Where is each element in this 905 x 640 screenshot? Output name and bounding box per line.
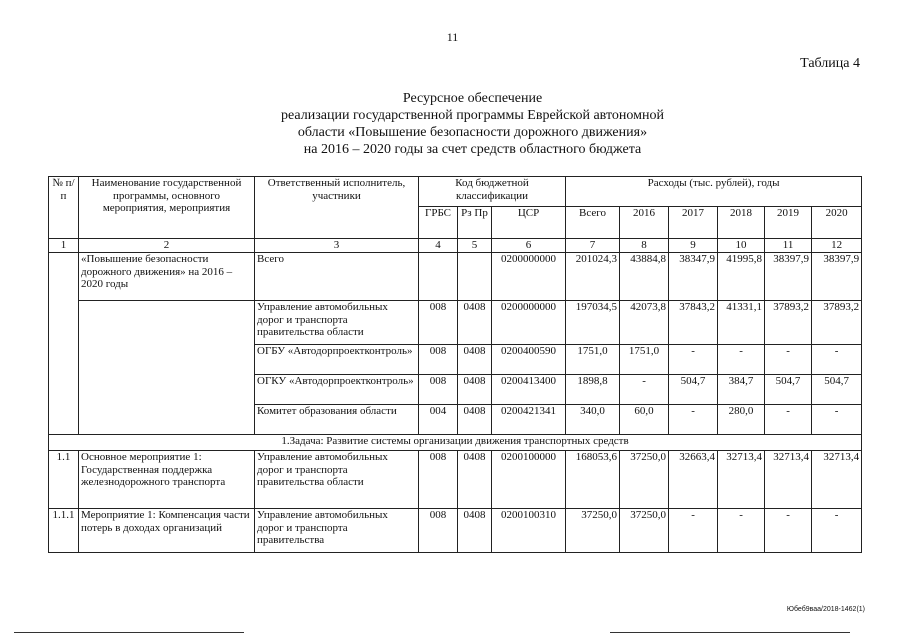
- task-row: [49, 435, 862, 451]
- table-row: [49, 509, 862, 553]
- row-2020: -: [812, 405, 862, 435]
- header-total: Всего: [566, 207, 620, 239]
- header-2016: 2016: [620, 207, 669, 239]
- header-budget-code: Код бюджетной классификации: [419, 177, 566, 207]
- header-csr: ЦСР: [492, 207, 566, 239]
- footer-code: Юбеб9ваа/2018-1462(1): [786, 606, 865, 613]
- row-2019: -: [765, 345, 812, 375]
- header-2017: 2017: [669, 207, 718, 239]
- row-2017: 37843,2: [669, 301, 718, 345]
- row-csr: 0200421341: [492, 405, 566, 435]
- row-rzpr: 0408: [458, 345, 492, 375]
- header-2020: 2020: [812, 207, 862, 239]
- column-number: 1: [49, 239, 79, 253]
- row-total: 201024,3: [566, 253, 620, 301]
- program-name: «Повышение безопасности дорожного движения» на 2016 – 2020 годы: [79, 253, 255, 301]
- row-2020: 504,7: [812, 375, 862, 405]
- row-rzpr: 0408: [458, 405, 492, 435]
- row-total: 37250,0: [566, 509, 620, 553]
- row-csr: 0200000000: [492, 301, 566, 345]
- column-number: 11: [765, 239, 812, 253]
- row-2017: -: [669, 345, 718, 375]
- column-number: 12: [812, 239, 862, 253]
- task-title: 1.Задача: Развитие системы организации движения транспортных средств: [49, 435, 862, 451]
- column-number: 3: [255, 239, 419, 253]
- row-rzpr: 0408: [458, 451, 492, 509]
- row-2019: -: [765, 509, 812, 553]
- header-num: № п/п: [49, 177, 79, 239]
- row-grbs: 008: [419, 375, 458, 405]
- row-name: Основное мероприятие 1: Государственная поддержка железнодорожного транспорта: [79, 451, 255, 509]
- row-2017: -: [669, 509, 718, 553]
- header-row: [49, 177, 862, 207]
- row-2016: 37250,0: [620, 451, 669, 509]
- row-executor: ОГБУ «Автодорпроектконтроль»: [255, 345, 419, 375]
- row-executor: Комитет образования области: [255, 405, 419, 435]
- row-2018: 41331,1: [718, 301, 765, 345]
- title-line: Ресурсное обеспечение: [402, 91, 543, 106]
- row-grbs: 008: [419, 345, 458, 375]
- row-2017: 32663,4: [669, 451, 718, 509]
- row-total: 1898,8: [566, 375, 620, 405]
- row-total: 1751,0: [566, 345, 620, 375]
- row-csr: 0200400590: [492, 345, 566, 375]
- row-2018: 32713,4: [718, 451, 765, 509]
- row-executor: Управление автомобильных дорог и транспорта правительства области: [255, 451, 419, 509]
- column-number: 5: [458, 239, 492, 253]
- row-grbs: 008: [419, 509, 458, 553]
- row-2020: 38397,9: [812, 253, 862, 301]
- document-title: [200, 90, 745, 158]
- row-csr: 0200100000: [492, 451, 566, 509]
- column-number: 7: [566, 239, 620, 253]
- resource-table: [48, 176, 862, 553]
- column-number: 9: [669, 239, 718, 253]
- row-2019: 38397,9: [765, 253, 812, 301]
- row-2017: 504,7: [669, 375, 718, 405]
- row-executor: Управление автомобильных дорог и транспорта правительства области: [255, 301, 419, 345]
- header-executor: Ответственный исполнитель, участники: [255, 177, 419, 239]
- row-num: 1.1: [49, 451, 79, 509]
- row-2019: 37893,2: [765, 301, 812, 345]
- table-row: [49, 301, 862, 345]
- header-2019: 2019: [765, 207, 812, 239]
- title-line: реализации государственной программы Еврейской автономной: [281, 108, 664, 123]
- row-num: [49, 253, 79, 435]
- row-2020: -: [812, 345, 862, 375]
- header-2018: 2018: [718, 207, 765, 239]
- row-2016: -: [620, 375, 669, 405]
- row-csr: 0200413400: [492, 375, 566, 405]
- column-number: 10: [718, 239, 765, 253]
- row-grbs: [419, 253, 458, 301]
- footer-divider: [610, 632, 850, 633]
- row-2016: 1751,0: [620, 345, 669, 375]
- row-2017: 38347,9: [669, 253, 718, 301]
- footer-divider: [14, 632, 244, 633]
- row-executor: ОГКУ «Автодорпроектконтроль»: [255, 375, 419, 405]
- row-2018: 384,7: [718, 375, 765, 405]
- row-name: Мероприятие 1: Компенсация части потерь в доходах организаций: [79, 509, 255, 553]
- row-2018: 41995,8: [718, 253, 765, 301]
- row-2019: 504,7: [765, 375, 812, 405]
- row-executor: Управление автомобильных дорог и транспорта правительства: [255, 509, 419, 553]
- row-2020: -: [812, 509, 862, 553]
- row-2020: 32713,4: [812, 451, 862, 509]
- row-executor: Всего: [255, 253, 419, 301]
- row-grbs: 008: [419, 301, 458, 345]
- row-grbs: 008: [419, 451, 458, 509]
- row-2016: 42073,8: [620, 301, 669, 345]
- page-number: 11: [446, 30, 459, 44]
- row-2018: -: [718, 509, 765, 553]
- row-2016: 60,0: [620, 405, 669, 435]
- row-total: 340,0: [566, 405, 620, 435]
- row-rzpr: [458, 253, 492, 301]
- column-number: 2: [79, 239, 255, 253]
- title-line: области «Повышение безопасности дорожного движения»: [297, 125, 648, 140]
- table-row: [49, 451, 862, 509]
- header-expenses: Расходы (тыс. рублей), годы: [566, 177, 862, 207]
- row-name: [79, 301, 255, 435]
- column-number-row: [49, 239, 862, 253]
- header-grbs: ГРБС: [419, 207, 458, 239]
- row-2016: 37250,0: [620, 509, 669, 553]
- header-name: Наименование государственной программы, основного мероприятия, мероприятия: [79, 177, 255, 239]
- column-number: 8: [620, 239, 669, 253]
- row-csr: 0200000000: [492, 253, 566, 301]
- header-rzpr: Рз Пр: [458, 207, 492, 239]
- row-rzpr: 0408: [458, 509, 492, 553]
- row-2020: 37893,2: [812, 301, 862, 345]
- table-label: Таблица 4: [800, 56, 860, 71]
- column-number: 4: [419, 239, 458, 253]
- title-line: на 2016 – 2020 годы за счет средств областного бюджета: [303, 142, 642, 157]
- row-csr: 0200100310: [492, 509, 566, 553]
- table-row: [49, 253, 862, 301]
- row-2018: 280,0: [718, 405, 765, 435]
- row-total: 168053,6: [566, 451, 620, 509]
- row-rzpr: 0408: [458, 301, 492, 345]
- row-2018: -: [718, 345, 765, 375]
- row-num: 1.1.1: [49, 509, 79, 553]
- row-2017: -: [669, 405, 718, 435]
- column-number: 6: [492, 239, 566, 253]
- row-grbs: 004: [419, 405, 458, 435]
- row-rzpr: 0408: [458, 375, 492, 405]
- row-2019: 32713,4: [765, 451, 812, 509]
- row-total: 197034,5: [566, 301, 620, 345]
- row-2019: -: [765, 405, 812, 435]
- row-2016: 43884,8: [620, 253, 669, 301]
